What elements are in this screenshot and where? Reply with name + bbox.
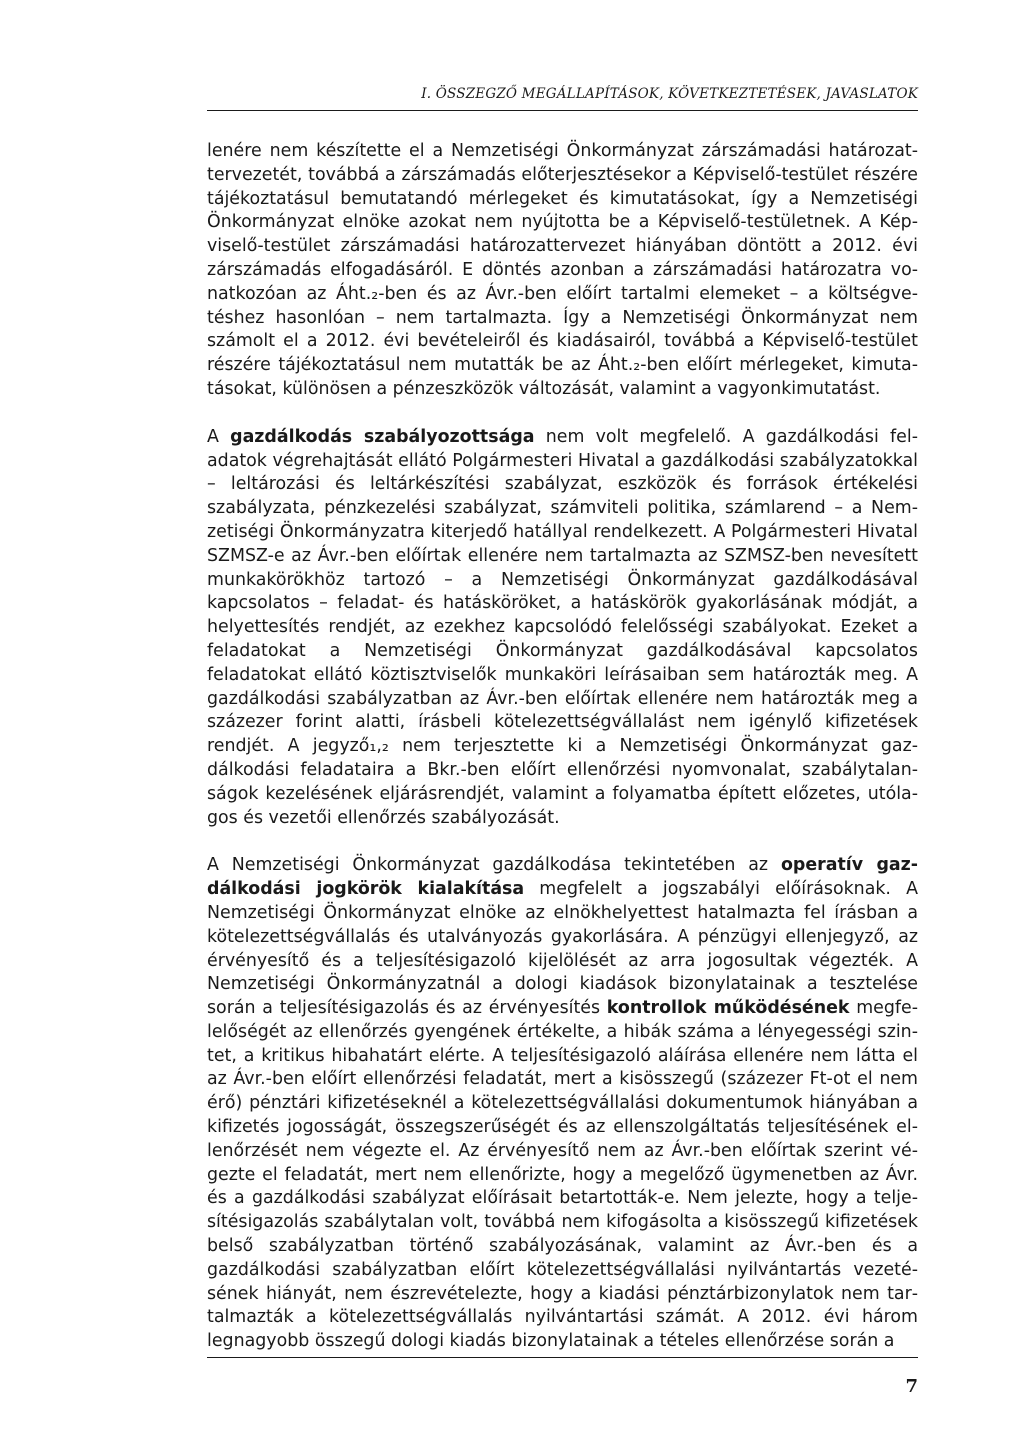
paragraph-regulation-emphasis: gazdálkodás szabályozottsága [230, 426, 535, 447]
paragraph-operative-intro: A Nemzetiségi Önkormányzat gazdálkodása tekintetében az [207, 855, 781, 876]
page-number: 7 [905, 1376, 918, 1397]
paragraph-controls-body: megfelelőségét az ellenőrzés gyengének értékelte, a hibák száma a lényegességi szintet, a kritikus hibahatárt elérte. A teljesítésigazoló aláírása ellenére nem látta el az Ávr.-ben előírt ellenőrzési feladatát, mert a kisösszegű (százezer Ft-ot el nem érő) pénztári kifizetéseknél a kötelezettségvállalási dokumentumok hiányában a kifizetés jogosságát, összegszerűségét és az ellenszolgáltatás teljesítésének ellenőrzését nem végezte el. Az érvényesítő nem az Ávr.-ben előírtak szerint végezte el feladatát, mert nem ellenőrizte, hogy a megelőző ügymenetben az Ávr. és a gazdálkodási szabályzat előírásait betartották-e. Nem jelezte, hogy a teljesítésigazolás szabálytalan volt, továbbá nem kifogásolta a kisösszegű kifizetések belső szabályzatban történő szabályozásának, valamint az Ávr.-ben és a gazdálkodási szabályzatban előírt kötelezettségvállalási nyilvántartás vezetésének hiányát, nem észrevételezte, hogy a kiadási pénztárbizonylatok nem tartalmazták a kötelezettségvállalás nyilvántartási számát. A 2012. évi három legnagyobb összegű dologi kiadás bizonylatainak a tételes ellenőrzése során a [207, 998, 919, 1352]
running-header: I. ÖSSZEGZŐ MEGÁLLAPÍTÁSOK, KÖVETKEZTETÉSEK, JAVASLATOK [421, 86, 918, 102]
paragraph-controls-emphasis: kontrollok működésének [606, 998, 850, 1019]
paragraph-operative-emphasis: operatív gazdálkodási jogkörök kialakítása [207, 855, 918, 900]
paragraph-closing-accounts: lenére nem készítette el a Nemzetiségi Önkormányzat zárszámadási határozattervezetét, továbbá a zárszámadás előterjesztésekor a Képviselő-testület részére tájékoztatásul bemutatandó mérlegeket és kimutatásokat, így a Nemzetiségi Önkormányzat elnöke azokat nem nyújtotta be a Képviselő-testületnek. A Képviselő-testület zárszámadási határozattervezet hiányában döntött a 2012. évi zárszámadás elfogadásáról. E döntés azonban a zárszámadási határozatra vonatkozóan az Áht.₂-ben és az Ávr.-ben előírt tartalmi elemeket – a költségvetéshez hasonlóan – nem tartalmazta. Így a Nemzetiségi Önkormányzat nem számolt el a 2012. évi bevételeiről és kiadásairól, továbbá a Képviselő-testület részére tájékoztatásul nem mutatták be az Áht.₂-ben előírt mérlegeket, kimutatásokat, különösen a pénzeszközök változását, valamint a vagyonkimutatást. [207, 141, 918, 399]
body-text [207, 140, 918, 1354]
footer-divider [207, 1357, 918, 1358]
paragraph-operative-body: megfelelt a jogszabályi előírásoknak. A Nemzetiségi Önkormányzat elnöke az elnökhelyettest hatalmazta fel írásban a kötelezettségvállalás és utalványozás gyakorlására. A pénzügyi ellenjegyző, az érvényesítő és a teljesítésigazoló kijelölését az arra jogosultak végezték. A Nemzetiségi Önkormányzatnál a dologi kiadások bizonylatainak a tesztelése során a teljesítésigazolás és az érvényesítés [207, 879, 918, 1019]
paragraph-regulation-intro: A [207, 426, 231, 447]
paragraph-regulation-body: nem volt megfelelő. A gazdálkodási feladatok végrehajtását ellátó Polgármesteri Hivatal a gazdálkodási szabályzatokkal – leltározási és leltárkészítési szabályzat, eszközök és források értékelési szabályzata, pénzkezelési szabályzat, számviteli politika, számlarend – a Nemzetiségi Önkormányzatra kiterjedő hatállyal rendelkezett. A Polgármesteri Hivatal SZMSZ-e az Ávr.-ben előírtak ellenére nem tartalmazta az SZMSZ-ben nevesített munkakörökhöz tartozó – a Nemzetiségi Önkormányzat gazdálkodásával kapcsolatos – feladat- és hatásköröket, a hatáskörök gyakorlásának módját, a helyettesítés rendjét, az ezekhez kapcsolódó felelősségi szabályokat. Ezeket a feladatokat a Nemzetiségi Önkormányzat gazdálkodásával kapcsolatos feladatokat ellátó köztisztviselők munkaköri leírásaiban sem határozták meg. A gazdálkodási szabályzatban az Ávr.-ben előírtak ellenére nem határozták meg a százezer forint alatti, írásbeli kötelezettségvállalást nem igénylő kifizetések rendjét. A jegyző₁,₂ nem terjesztette ki a Nemzetiségi Önkormányzat gazdálkodási feladataira a Bkr.-ben előírt ellenőrzési nyomvonalat, szabálytalanságok kezelésének eljárásrendjét, valamint a folyamatba épített előzetes, utólagos és vezetői ellenőrzés szabályozását. [207, 426, 918, 828]
paragraph-regulation [207, 426, 918, 831]
paragraph-operative-powers [207, 854, 918, 1354]
header-divider [207, 110, 918, 111]
